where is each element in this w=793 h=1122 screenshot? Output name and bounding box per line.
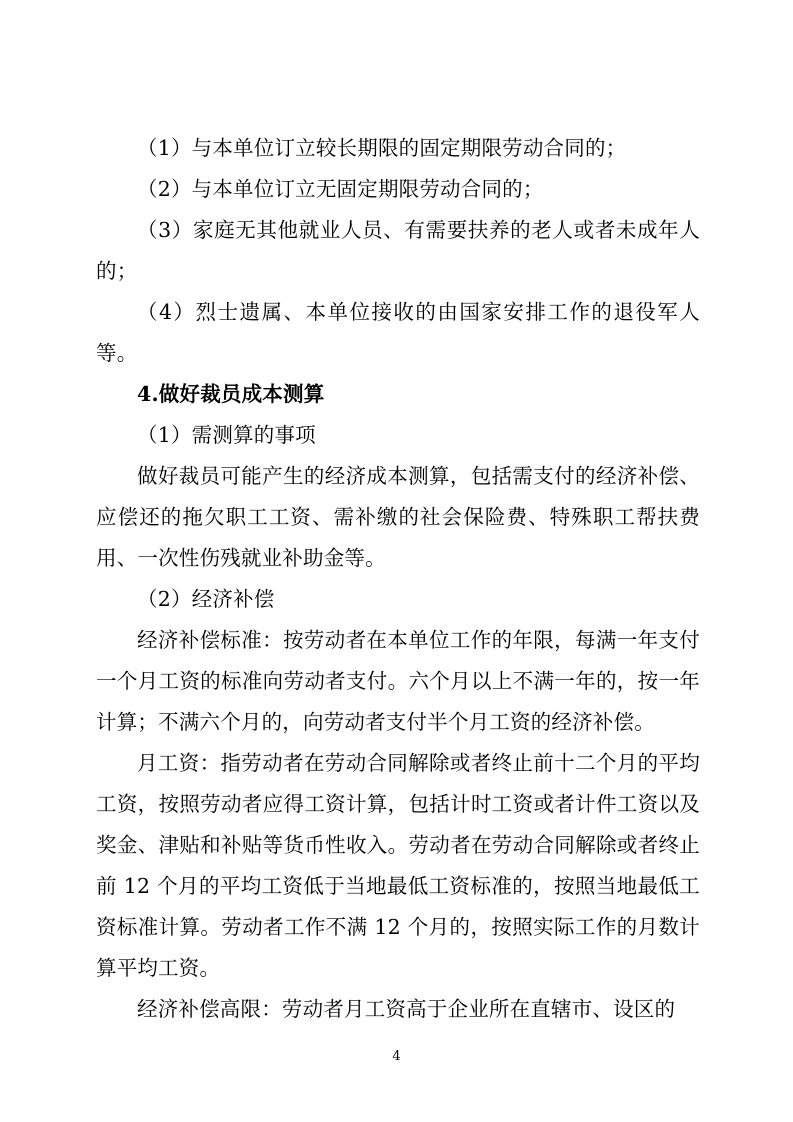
paragraph-item-4: （4）烈士遗属、本单位接收的由国家安排工作的退役军人等。 xyxy=(96,300,700,365)
paragraph-item-1: （1）与本单位订立较长期限的固定期限劳动合同的； xyxy=(137,136,627,160)
paragraph-monthly-wage: 月工资：指劳动者在劳动合同解除或者终止前十二个月的平均工资，按照劳动者应得工资计算，包括计时工资或者计件工资以及奖金、津贴和补贴等货币性收入。劳动者在劳动合同解除或者终止前 12 个月的平均工资低于当地最低工资标准的，按照当地最低工资标准计算。劳动者工作不满 12 个月的，按照实际工作的月数计算平均工资。 xyxy=(96,751,700,980)
paragraph-item-3: （3）家庭无其他就业人员、有需要扶养的老人或者未成年人的； xyxy=(96,218,700,283)
page-number: 4 xyxy=(392,1049,401,1064)
paragraph-item-2: （2）与本单位订立无固定期限劳动合同的； xyxy=(137,177,544,201)
paragraph-cost-calculation: 做好裁员可能产生的经济成本测算，包括需支付的经济补偿、应偿还的拖欠职工工资、需补缴的社会保险费、特殊职工帮扶费用、一次性伤残就业补助金等。 xyxy=(96,464,700,570)
paragraph-compensation-standard: 经济补偿标准：按劳动者在本单位工作的年限，每满一年支付一个月工资的标准向劳动者支付。六个月以上不满一年的，按一年计算；不满六个月的，向劳动者支付半个月工资的经济补偿。 xyxy=(96,628,700,734)
paragraph-compensation-cap: 经济补偿高限：劳动者月工资高于企业所在直辖市、设区的 xyxy=(137,997,676,1021)
document-body xyxy=(96,128,700,1030)
paragraph-sub-1: （1）需测算的事项 xyxy=(137,423,316,447)
paragraph-sub-2: （2）经济补偿 xyxy=(137,587,275,611)
section-heading-4: 4.做好裁员成本测算 xyxy=(137,382,325,406)
